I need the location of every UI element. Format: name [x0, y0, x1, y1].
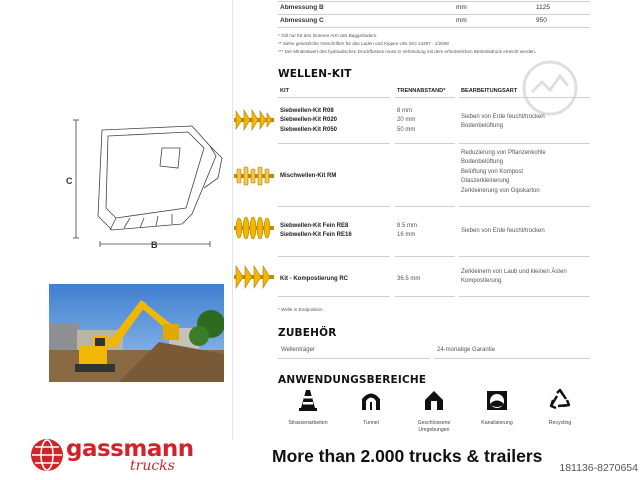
- table-rule: [395, 296, 455, 297]
- footnote: * Gilt nur für den hinteren Arm des Baggerladers.: [278, 33, 378, 38]
- table-rule: [459, 206, 590, 207]
- dimension-c-label: C: [66, 176, 73, 186]
- bucket-diagram: [60, 118, 230, 254]
- accessory-item: 24-monatige Garantie: [437, 347, 496, 353]
- table-note: * Welle in Endposition.: [278, 307, 324, 312]
- application-label: Strassenarbeiten: [288, 420, 328, 426]
- footnote: ** Siehe gesetzliche Vorschriften für das Laden und Kippen UNI ISO 14397 · 1/2008: [278, 41, 449, 46]
- table-rule: [278, 97, 390, 98]
- listing-id: 181136-8270654: [559, 462, 638, 474]
- auger-rm-image: [232, 163, 276, 189]
- excavator-photo: [49, 284, 224, 382]
- application-recycling: [532, 388, 588, 427]
- table-rule: [459, 97, 590, 98]
- table-rule: [278, 27, 590, 28]
- accessory-item: Wellenträger: [281, 347, 315, 353]
- table-rule: [278, 143, 390, 144]
- table-rule: [278, 206, 390, 207]
- dimension-value: 950: [536, 17, 547, 24]
- table-rule: [395, 256, 455, 257]
- table-rule: [434, 358, 590, 359]
- footnote: *** Der Mindestwert des hydraulischen Druckflusses muss in Verbindung mit dem erforderlichen Betriebsdruck erreicht werden.: [278, 49, 537, 54]
- kit-usage: Sieben von Erde feucht/trocken Bodenbelüftung: [461, 114, 545, 130]
- dimension-b-label: B: [151, 240, 158, 250]
- kit-name: Mischwellen-Kit RM: [280, 173, 337, 179]
- gassmann-logo: [30, 436, 210, 480]
- tunnel-icon: [360, 388, 382, 412]
- section-title-anwendungsbereiche: ANWENDUNGSBEREICHE: [278, 374, 427, 386]
- section-title-zubehoer: ZUBEHÖR: [278, 327, 337, 339]
- column-header-usage: BEARBEITUNGSART: [461, 88, 518, 94]
- brand-name: gassmann: [66, 436, 194, 462]
- table-rule: [395, 143, 455, 144]
- kit-name: Siebwellen-Kit R08 Siebwellen-Kit R020 Siebwellen-Kit R050: [280, 108, 338, 133]
- application-umgebungen: [406, 388, 462, 433]
- kit-spacing: 8.5 mm 16 mm: [397, 223, 418, 239]
- kit-name: Kit - Kompostierung RC: [280, 276, 348, 282]
- auger-re-image: [232, 215, 276, 241]
- kit-usage: Sieben von Erde feucht/trocken: [461, 228, 545, 234]
- auger-rc-image: [232, 264, 276, 290]
- application-kanalisierung: [469, 388, 525, 427]
- kit-name: Siebwellen-Kit Fein RE8 Siebwellen-Kit Fein RE16: [280, 223, 352, 239]
- dimension-row-c: [278, 15, 590, 27]
- kit-usage: Zerkleinern von Laub und kleinen Ästen Kompostierung: [461, 269, 567, 285]
- section-title-wellen-kit: WELLEN-KIT: [278, 68, 352, 80]
- application-tunnel: [343, 388, 399, 427]
- table-rule: [278, 358, 430, 359]
- table-rule: [459, 256, 590, 257]
- sewer-icon: [486, 388, 508, 412]
- table-rule: [278, 256, 390, 257]
- dimension-label: Abmessung B: [280, 4, 324, 11]
- table-rule: [278, 296, 390, 297]
- kit-spacing: 8 mm 20 mm 50 mm: [397, 108, 416, 133]
- globe-logo-icon: [30, 438, 64, 472]
- kit-usage: Reduzierung von Pflanzenkohle Bodenbelüftung Belüftung von Kompost Glaszerkleinerung Zerkleinerung von Gipskarton: [461, 150, 546, 194]
- application-label: Recycling: [548, 420, 572, 426]
- dimension-value: 1125: [536, 4, 550, 11]
- column-header-kit: KIT: [280, 88, 290, 94]
- dimension-unit: mm: [456, 17, 467, 24]
- traffic-cone-icon: [297, 388, 319, 412]
- dimension-unit: mm: [456, 4, 467, 11]
- auger-r08-image: [232, 107, 276, 133]
- table-rule: [395, 206, 455, 207]
- application-label: Kanalisierung: [481, 420, 513, 426]
- dimension-row-b: [278, 2, 590, 14]
- table-rule: [395, 97, 455, 98]
- brand-sub: trucks: [130, 458, 175, 474]
- footer-tagline: More than 2.000 trucks & trailers: [272, 446, 543, 466]
- watermark-logo-icon: [520, 58, 580, 118]
- application-label: Geschlossene Umgebungen: [417, 420, 451, 433]
- recycling-icon: [548, 388, 572, 412]
- kit-spacing: 36.5 mm: [397, 276, 421, 282]
- application-label: Tunnel: [363, 420, 379, 426]
- table-rule: [459, 296, 590, 297]
- application-strassenarbeiten: [280, 388, 336, 427]
- dimension-label: Abmessung C: [280, 17, 324, 24]
- house-icon: [423, 388, 445, 412]
- table-rule: [459, 143, 590, 144]
- column-header-spacing: TRENNABSTAND*: [397, 88, 446, 94]
